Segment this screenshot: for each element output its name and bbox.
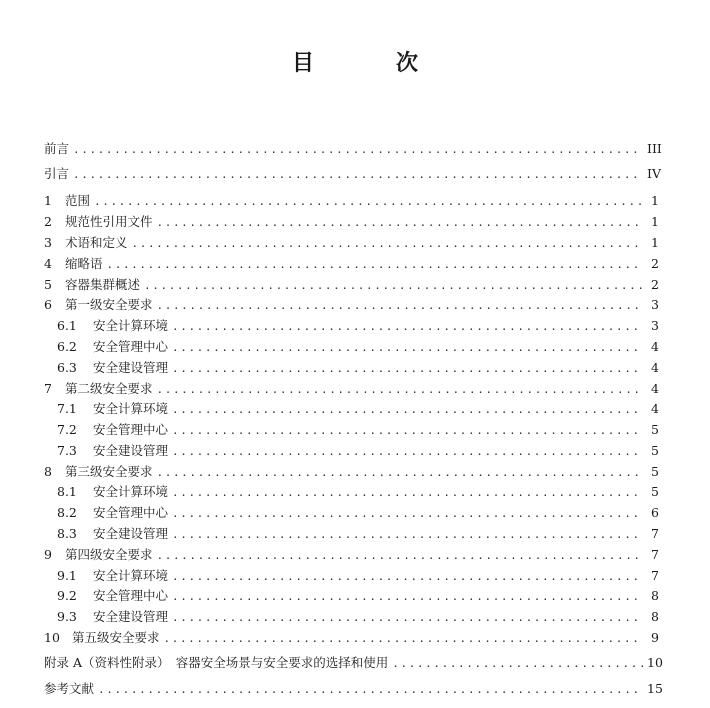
- toc-entry-number: 7.3: [57, 443, 77, 458]
- toc-entry-label: 第五级安全要求: [72, 630, 160, 645]
- toc-leader-dots: [172, 568, 643, 586]
- toc-entry-page: IV: [647, 166, 661, 181]
- toc-entry-page: 7: [651, 526, 659, 541]
- toc-entry-page: 8: [651, 609, 659, 624]
- toc-entry-label: 缩略语: [65, 256, 103, 271]
- toc-entry-4[interactable]: [44, 255, 659, 273]
- toc-entry-number: 3: [44, 235, 52, 250]
- toc-entry-page: 2: [651, 256, 659, 271]
- toc-leader-dots: [172, 318, 643, 336]
- toc-entry-number: 7.1: [57, 401, 77, 416]
- toc-entry-label: 安全管理中心: [93, 339, 169, 354]
- toc-leader-dots: [172, 505, 643, 523]
- toc-entry-appendix-a[interactable]: [44, 654, 663, 672]
- toc-entry-6[interactable]: [44, 296, 659, 314]
- toc-entry-page: 4: [651, 401, 659, 416]
- toc-entry-number: 9.2: [57, 588, 77, 603]
- toc-entry-label: 前言: [44, 141, 70, 156]
- toc-entry-page: 5: [651, 443, 659, 458]
- toc-entry-number: 9: [44, 547, 52, 562]
- toc-entry-number: 4: [44, 256, 52, 271]
- toc-entry-6-2[interactable]: [44, 338, 659, 356]
- toc-entry-label: 安全建设管理: [93, 526, 169, 541]
- toc-entry-label: 安全计算环境: [93, 484, 169, 499]
- toc-entry-number: 8: [44, 464, 52, 479]
- toc-leader-dots: [157, 547, 643, 565]
- toc-entry-number: 8.1: [57, 484, 77, 499]
- toc-leader-dots: [157, 464, 643, 482]
- toc-leader-dots: [157, 381, 643, 399]
- toc-entry-page: 4: [651, 381, 659, 396]
- toc-leader-dots: [157, 214, 643, 232]
- toc-entry-number: 9.1: [57, 568, 77, 583]
- toc-entry-page: 3: [651, 318, 659, 333]
- toc-entry-9-2[interactable]: [44, 587, 659, 605]
- toc-entry-number: 7: [44, 381, 52, 396]
- toc-entry-page: 15: [647, 681, 663, 696]
- toc-entry-page: 10: [647, 655, 663, 670]
- toc-entry-8-2[interactable]: [44, 504, 659, 522]
- toc-leader-dots: [73, 141, 643, 159]
- toc-entry-label: 引言: [44, 166, 70, 181]
- toc-entry-label: 范围: [65, 193, 91, 208]
- toc-entry-number: 5: [44, 277, 52, 292]
- toc-entry-page: 5: [651, 484, 659, 499]
- toc-entry-7-1[interactable]: [44, 400, 659, 418]
- toc-entry-label: 安全管理中心: [93, 588, 169, 603]
- toc-entry-1[interactable]: [44, 192, 659, 210]
- toc-entry-number: 7.2: [57, 422, 77, 437]
- toc-entry-7-2[interactable]: [44, 421, 659, 439]
- toc-entry-9-1[interactable]: [44, 567, 659, 585]
- toc-leader-dots: [172, 526, 643, 544]
- toc-entry-9-3[interactable]: [44, 608, 659, 626]
- toc-entry-label: 规范性引用文件: [65, 214, 153, 229]
- toc-entry-9[interactable]: [44, 546, 659, 564]
- toc-entry-7-3[interactable]: [44, 442, 659, 460]
- toc-entry-page: 9: [651, 630, 659, 645]
- toc-leader-dots: [73, 166, 643, 184]
- toc-entry-label: 第四级安全要求: [65, 547, 153, 562]
- toc-entry-references[interactable]: [44, 680, 663, 698]
- toc-entry-page: 1: [651, 214, 659, 229]
- toc-entry-page: 7: [651, 547, 659, 562]
- toc-entry-label: 安全计算环境: [93, 568, 169, 583]
- toc-leader-dots: [94, 193, 643, 211]
- toc-entry-number: 10: [44, 630, 60, 645]
- toc-entry-label: 安全建设管理: [93, 443, 169, 458]
- toc-entry-10[interactable]: [44, 629, 659, 647]
- toc-entry-number: 9.3: [57, 609, 77, 624]
- toc-leader-dots: [164, 630, 643, 648]
- toc-entry-number: 1: [44, 193, 52, 208]
- toc-entry-foreword[interactable]: [44, 140, 662, 158]
- toc-leader-dots: [172, 609, 643, 627]
- toc-entry-7[interactable]: [44, 380, 659, 398]
- toc-entry-introduction[interactable]: [44, 165, 659, 183]
- toc-leader-dots: [172, 401, 643, 419]
- toc-entry-label: 安全建设管理: [93, 609, 169, 624]
- toc-entry-page: 1: [651, 235, 659, 250]
- toc-entry-8-3[interactable]: [44, 525, 659, 543]
- toc-leader-dots: [157, 297, 643, 315]
- page-title: 目 次: [291, 51, 448, 76]
- toc-entry-8-1[interactable]: [44, 483, 659, 501]
- toc-entry-page: 5: [651, 464, 659, 479]
- toc-leader-dots: [172, 339, 643, 357]
- toc-entry-page: 4: [651, 360, 659, 375]
- toc-entry-page: 2: [651, 277, 659, 292]
- toc-entry-page: 8: [651, 588, 659, 603]
- toc-entry-page: III: [647, 141, 662, 156]
- toc-entry-label: 第二级安全要求: [65, 381, 153, 396]
- toc-entry-6-1[interactable]: [44, 317, 659, 335]
- toc-entry-2[interactable]: [44, 213, 659, 231]
- toc-entry-number: 6.3: [57, 360, 77, 375]
- toc-leader-dots: [144, 277, 643, 295]
- toc-leader-dots: [172, 588, 643, 606]
- toc-entry-page: 7: [651, 568, 659, 583]
- toc-entry-5[interactable]: [44, 276, 659, 294]
- toc-leader-dots: [172, 484, 643, 502]
- toc-entry-number: 8.3: [57, 526, 77, 541]
- toc-entry-number: 6.2: [57, 339, 77, 354]
- toc-leader-dots: [132, 235, 643, 253]
- toc-leader-dots: [172, 422, 643, 440]
- toc-entry-label: 安全建设管理: [93, 360, 169, 375]
- toc-entry-3[interactable]: [44, 234, 659, 252]
- toc-leader-dots: [392, 655, 643, 673]
- toc-entry-page: 6: [651, 505, 659, 520]
- toc-entry-label: 安全管理中心: [93, 422, 169, 437]
- toc-leader-dots: [107, 256, 643, 274]
- toc-entry-6-3[interactable]: [44, 359, 659, 377]
- toc-entry-label: 术语和定义: [65, 235, 128, 250]
- toc-entry-number: 6.1: [57, 318, 77, 333]
- toc-entry-number: 6: [44, 297, 52, 312]
- toc-entry-label: 参考文献: [44, 681, 95, 696]
- toc-entry-label: 安全计算环境: [93, 401, 169, 416]
- toc-entry-page: 4: [651, 339, 659, 354]
- toc-entry-label: 容器集群概述: [65, 277, 141, 292]
- toc-entry-label: 第一级安全要求: [65, 297, 153, 312]
- toc-entry-8[interactable]: [44, 463, 659, 481]
- toc-entry-number: 2: [44, 214, 52, 229]
- toc-entry-number: 8.2: [57, 505, 77, 520]
- toc-entry-page: 1: [651, 193, 659, 208]
- toc-leader-dots: [98, 681, 643, 699]
- toc-entry-label: 第三级安全要求: [65, 464, 153, 479]
- toc-leader-dots: [172, 360, 643, 378]
- toc-entry-page: 5: [651, 422, 659, 437]
- toc-entry-label: 安全管理中心: [93, 505, 169, 520]
- toc-entry-page: 3: [651, 297, 659, 312]
- toc-leader-dots: [172, 443, 643, 461]
- toc-entry-label: 安全计算环境: [93, 318, 169, 333]
- toc-entry-label: 附录 A（资料性附录） 容器安全场景与安全要求的选择和使用: [44, 655, 389, 670]
